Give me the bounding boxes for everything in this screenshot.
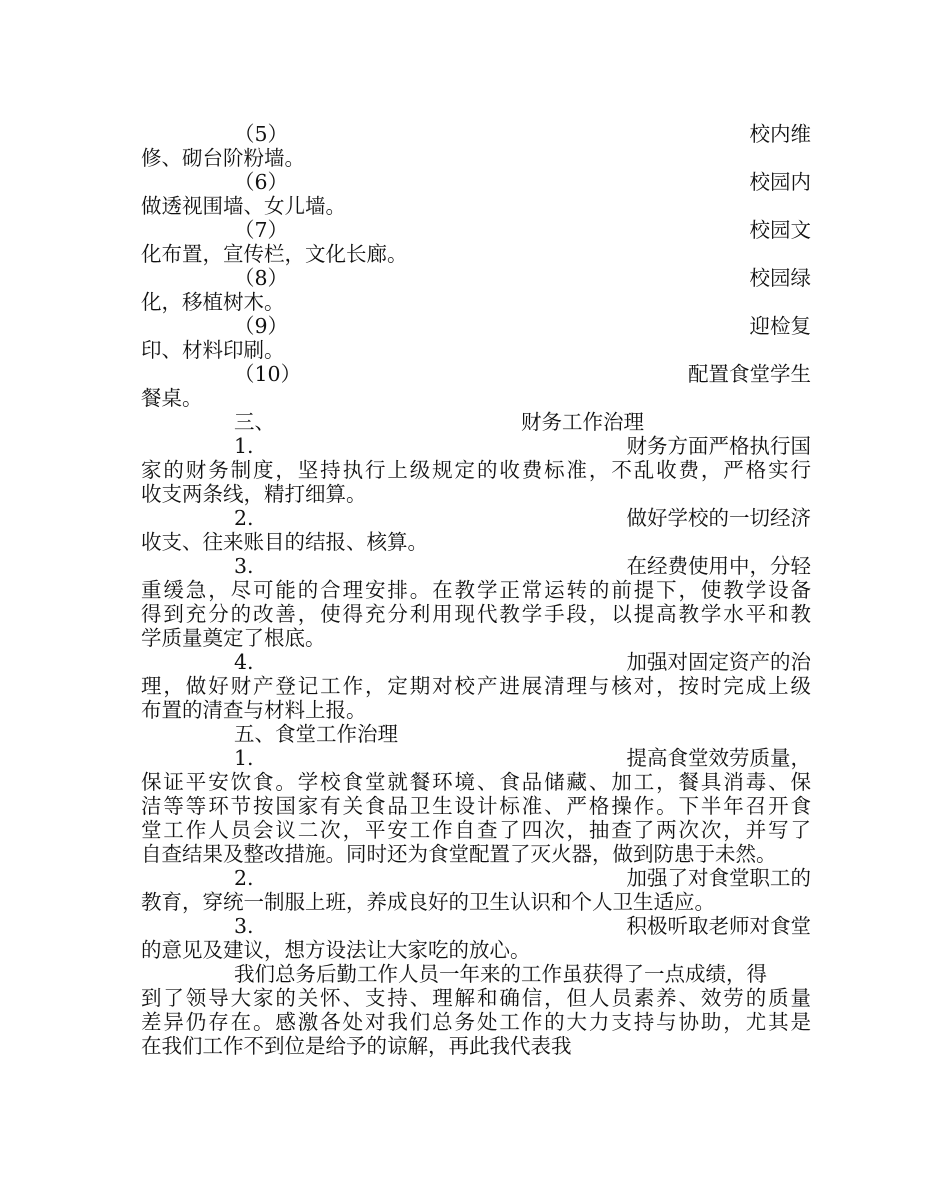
- item-head: 提高食堂效劳质量，: [626, 746, 811, 770]
- paragraph-line: 洁等等环节按国家有关食品卫生设计标准、严格操作。下半年召开食: [141, 794, 811, 818]
- item-5-first-line: [141, 122, 811, 146]
- item-head: 做好学校的一切经济: [626, 506, 811, 530]
- item-number: （5）: [234, 122, 289, 146]
- canteen-2-first-line: [141, 866, 811, 890]
- item-head: 校园文: [749, 218, 811, 242]
- item-head: 积极听取老师对食堂: [626, 914, 811, 938]
- item-number: 4.: [234, 650, 254, 674]
- item-text: 餐桌。: [141, 386, 203, 410]
- paragraph-line: 得到充分的改善，使得充分利用现代教学手段，以提高教学水平和教: [141, 602, 811, 626]
- paragraph-line: 的意见及建议，想方设法让大家吃的放心。: [141, 938, 531, 962]
- section-title: 财务工作治理: [521, 410, 644, 434]
- item-9-first-line: [141, 314, 811, 338]
- item-number: 3.: [234, 554, 254, 578]
- item-9-rest: [141, 338, 811, 362]
- item-10-rest: [141, 386, 811, 410]
- paragraph-line: 重缓急，尽可能的合理安排。在教学正常运转的前提下，使教学设备: [141, 578, 811, 602]
- item-head: 财务方面严格执行国: [626, 434, 811, 458]
- paragraph-line: 教育，穿统一制服上班，养成良好的卫生认识和个人卫生适应。: [141, 890, 715, 914]
- paragraph-line: 收支两条线，精打细算。: [141, 482, 367, 506]
- item-text: 做透视围墙、女儿墙。: [141, 194, 346, 218]
- item-number: 2.: [234, 866, 254, 890]
- item-number: （8）: [234, 266, 289, 290]
- item-number: 3.: [234, 914, 254, 938]
- item-10-first-line: [141, 362, 811, 386]
- item-number: 1.: [234, 746, 254, 770]
- item-head: 校园绿: [749, 266, 811, 290]
- paragraph-line: 理，做好财产登记工作，定期对校产进展清理与核对，按时完成上级: [141, 674, 811, 698]
- paragraph-line: 保证平安饮食。学校食堂就餐环境、食品储藏、加工，餐具消毒、保: [141, 770, 811, 794]
- item-head: 在经费使用中，分轻: [626, 554, 811, 578]
- paragraph-line: 差异仍存在。感激各处对我们总务处工作的大力支持与协助，尤其是: [141, 1010, 811, 1034]
- item-head: 校内维: [749, 122, 811, 146]
- finance-1-first-line: [141, 434, 811, 458]
- item-text: 修、砌台阶粉墙。: [141, 146, 305, 170]
- item-text: 印、材料印刷。: [141, 338, 285, 362]
- finance-4-first-line: [141, 650, 811, 674]
- item-6-first-line: [141, 170, 811, 194]
- item-8-first-line: [141, 266, 811, 290]
- item-number: （10）: [234, 362, 302, 386]
- item-head: 加强对固定资产的治: [626, 650, 811, 674]
- paragraph-line: 到了领导大家的关怀、支持、理解和确信，但人员素养、效劳的质量: [141, 986, 811, 1010]
- paragraph-line: 自查结果及整改措施。同时还为食堂配置了灭火器，做到防患于未然。: [141, 842, 777, 866]
- paragraph-line: 学质量奠定了根底。: [141, 626, 326, 650]
- item-head: 配置食堂学生: [688, 362, 811, 386]
- canteen-3-first-line: [141, 914, 811, 938]
- item-head: 校园内: [749, 170, 811, 194]
- item-number: （9）: [234, 314, 289, 338]
- paragraph-line: 家的财务制度，坚持执行上级规定的收费标准，不乱收费，严格实行: [141, 458, 811, 482]
- item-6-rest: [141, 194, 811, 218]
- item-number: （6）: [234, 170, 289, 194]
- closing-first-line: [141, 962, 811, 986]
- item-number: （7）: [234, 218, 289, 242]
- section-title: 五、食堂工作治理: [234, 722, 398, 746]
- section-number: 三、: [234, 410, 275, 434]
- canteen-1-first-line: [141, 746, 811, 770]
- item-head: 迎检复: [749, 314, 811, 338]
- item-text: 化布置，宣传栏，文化长廊。: [141, 242, 408, 266]
- finance-2-first-line: [141, 506, 811, 530]
- paragraph-line: 堂工作人员会议二次，平安工作自查了四次，抽查了两次次，并写了: [141, 818, 811, 842]
- section-3-heading: [141, 410, 811, 434]
- item-7-first-line: [141, 218, 811, 242]
- paragraph-line: 布置的清查与材料上报。: [141, 698, 367, 722]
- item-number: 1.: [234, 434, 254, 458]
- item-head: 加强了对食堂职工的: [626, 866, 811, 890]
- finance-3-first-line: [141, 554, 811, 578]
- item-number: 2.: [234, 506, 254, 530]
- paragraph-line: 收支、往来账目的结报、核算。: [141, 530, 428, 554]
- item-text: 化，移植树木。: [141, 290, 285, 314]
- section-5-heading: [141, 722, 811, 746]
- item-7-rest: [141, 242, 811, 266]
- paragraph-line: 在我们工作不到位是给予的谅解，再此我代表我: [141, 1034, 572, 1058]
- item-5-rest: [141, 146, 811, 170]
- closing-text: 我们总务后勤工作人员一年来的工作虽获得了一点成绩，得: [234, 962, 767, 986]
- item-8-rest: [141, 290, 811, 314]
